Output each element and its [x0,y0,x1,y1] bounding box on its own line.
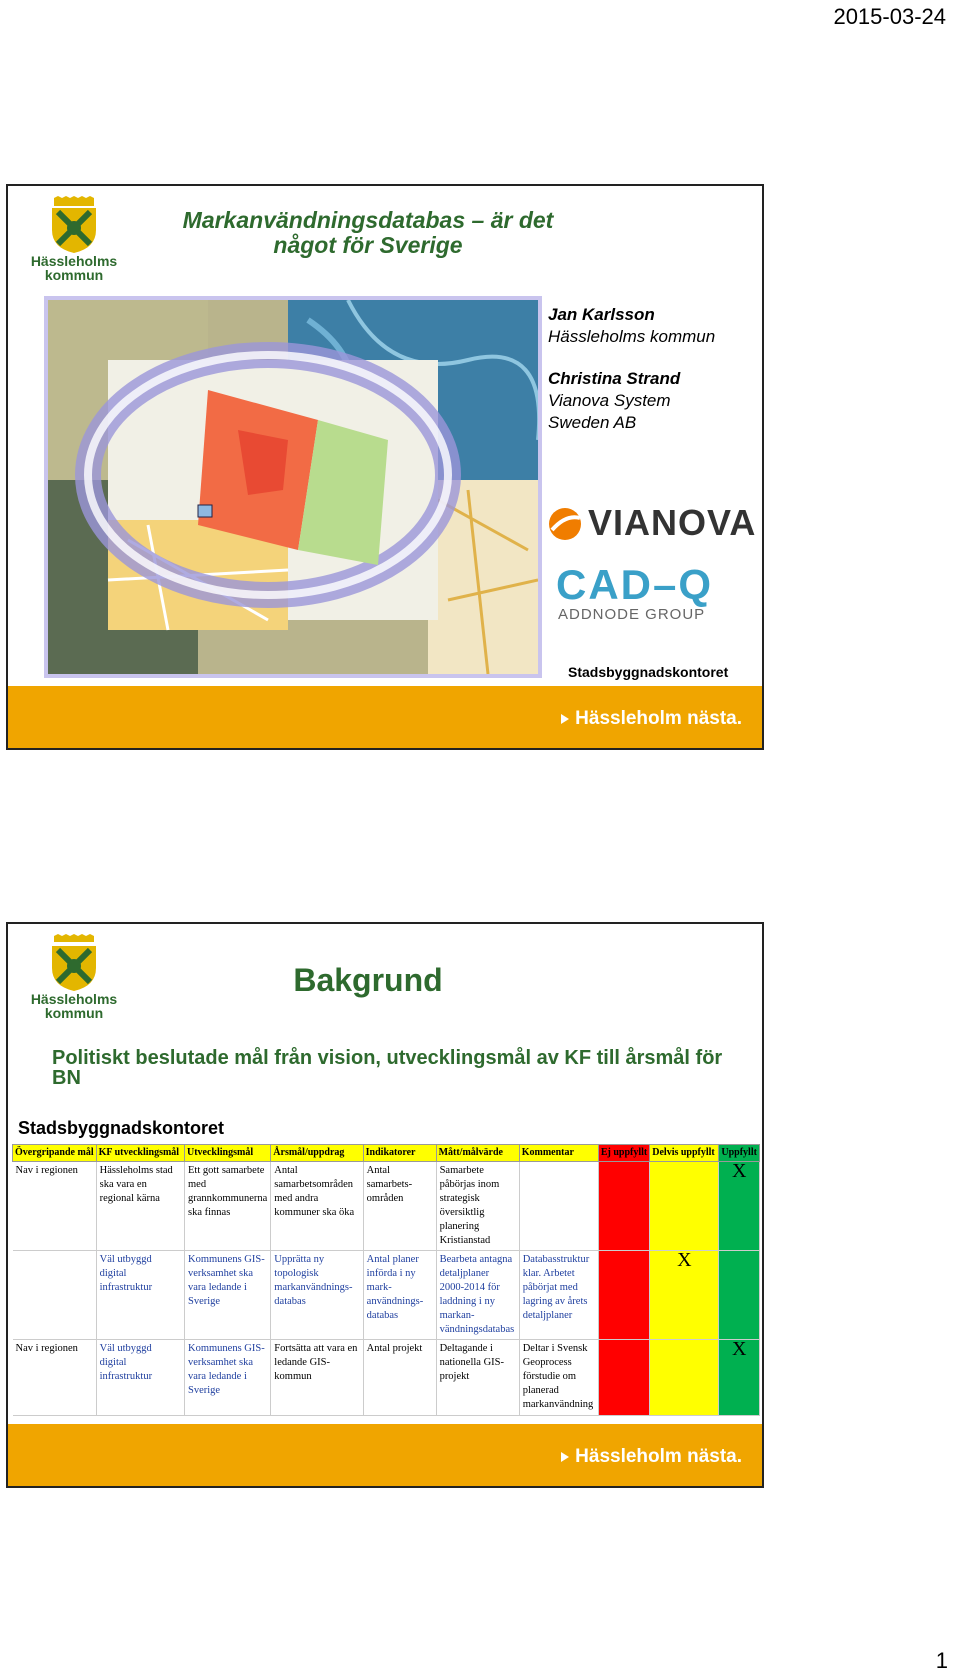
status-cell [598,1162,649,1251]
logo-text-line1: Hässleholms [30,991,118,1007]
footer-slogan [561,708,742,730]
status-cell [650,1340,719,1416]
table-cell: Upprätta ny topologisk markanvändnings-databas [271,1251,363,1340]
slide2-subtitle: Politiskt beslutade mål från vision, utvecklingsmål av KF till årsmål för BN [52,1047,723,1089]
table-cell: Ett gott samarbete med grannkommunerna ska finnas [185,1162,271,1251]
status-cell [598,1251,649,1340]
table-row [13,1340,760,1416]
hassleholm-logo [28,934,120,1022]
page-date: 2015-03-24 [833,4,946,29]
play-arrow-icon [561,714,569,724]
goals-spreadsheet [12,1116,760,1430]
table-cell: Samarbete påbörjas inom strategisk översiktlig planering Kristianstad [436,1162,519,1251]
status-cell [650,1162,719,1251]
column-header: Utvecklingsmål [185,1145,271,1162]
table-cell: Nav i regionen [13,1162,97,1251]
presenter2-name: Christina Strand [548,369,681,388]
table-cell: Antal samarbets-områden [363,1162,436,1251]
table-cell: Kommunens GIS-verksamhet ska vara ledande i Sverige [185,1340,271,1416]
slide2-title: Bakgrund [293,962,443,998]
column-header: Uppfyllt [719,1145,760,1162]
hassleholm-logo [28,196,120,284]
table-cell: Väl utbyggd digital infrastruktur [96,1340,184,1416]
office-label: Stadsbyggnadskontoret [568,664,729,680]
column-header: Övergripande mål [13,1145,97,1162]
logo-text-line1: Hässleholms [30,253,118,269]
status-cell: X [719,1340,760,1416]
slide1-title [168,208,568,258]
footer-slogan [561,1446,742,1468]
logo-wordmark [28,254,120,282]
cadq-wordmark: CAD–Q [556,561,714,608]
title-line1: Markanvändningsdatabas – är det [182,207,554,233]
cadq-subline: ADDNODE GROUP [558,606,706,623]
slide-title [6,184,764,750]
column-header: Kommentar [519,1145,598,1162]
table-cell: Databasstruktur klar. Arbetet påbörjat med lagring av årets detaljplaner [519,1251,598,1340]
table-cell [519,1162,598,1251]
status-cell: X [719,1162,760,1251]
table-cell: Bearbeta antagna detaljplaner 2000-2014 för laddning i ny markan-vändningsdatabas [436,1251,519,1340]
sheet-title: Stadsbyggnadskontoret [18,1118,225,1138]
table-cell: Antal planer införda i ny mark-användnings-databas [363,1251,436,1340]
presenter2-org-line2: Sweden AB [548,413,637,432]
footer-slogan-text: Hässleholm nästa. [575,708,742,729]
column-header: KF utvecklingsmål [96,1145,184,1162]
coat-of-arms-icon [28,934,120,992]
coat-of-arms-icon [28,196,120,254]
table-cell: Deltagande i nationella GIS-projekt [436,1340,519,1416]
presenter2-org-line1: Vianova System [548,391,671,410]
vianova-logo [548,504,758,544]
status-cell [719,1251,760,1340]
status-cell: X [650,1251,719,1340]
presenter1-org: Hässleholms kommun [548,327,716,346]
table-cell: Kommunens GIS-verksamhet ska vara ledande i Sverige [185,1251,271,1340]
column-header: Ej uppfyllt [598,1145,649,1162]
table-cell: Antal samarbetsområden med andra kommuner ska öka [271,1162,363,1251]
table-cell: Väl utbyggd digital infrastruktur [96,1251,184,1340]
status-cell [598,1340,649,1416]
cadq-logo [556,561,761,623]
table-cell: Nav i regionen [13,1340,97,1416]
table-cell: Fortsätta att vara en ledande GIS-kommun [271,1340,363,1416]
logo-text-line2: kommun [44,1005,104,1021]
column-header: Delvis uppfyllt [650,1145,719,1162]
logo-wordmark [28,992,120,1020]
table-row [13,1162,760,1251]
table-header-row [13,1145,760,1162]
slide2-footer [8,1424,762,1486]
table-cell: Antal projekt [363,1340,436,1416]
page-number: 1 [935,1648,948,1673]
footer-slogan-text: Hässleholm nästa. [575,1446,742,1467]
logo-text-line2: kommun [44,267,104,283]
vianova-wordmark: VIANOVA [588,502,757,543]
column-header: Indikatorer [363,1145,436,1162]
play-arrow-icon [561,1452,569,1462]
table-cell: Hässleholms stad ska vara en regional kärna [96,1162,184,1251]
column-header: Årsmål/uppdrag [271,1145,363,1162]
presenter1-name: Jan Karlsson [548,305,655,324]
table-cell: Deltar i Svensk Geoprocess förstudie om planerad markanvändning [519,1340,598,1416]
title-line2: något för Sverige [273,232,463,258]
presenters [548,304,715,434]
column-header: Mått/målvärde [436,1145,519,1162]
map-collage-image [44,296,542,678]
goals-table [12,1144,760,1416]
table-cell [13,1251,97,1340]
table-row [13,1251,760,1340]
slide1-footer [8,686,762,748]
slide-background [6,922,764,1488]
